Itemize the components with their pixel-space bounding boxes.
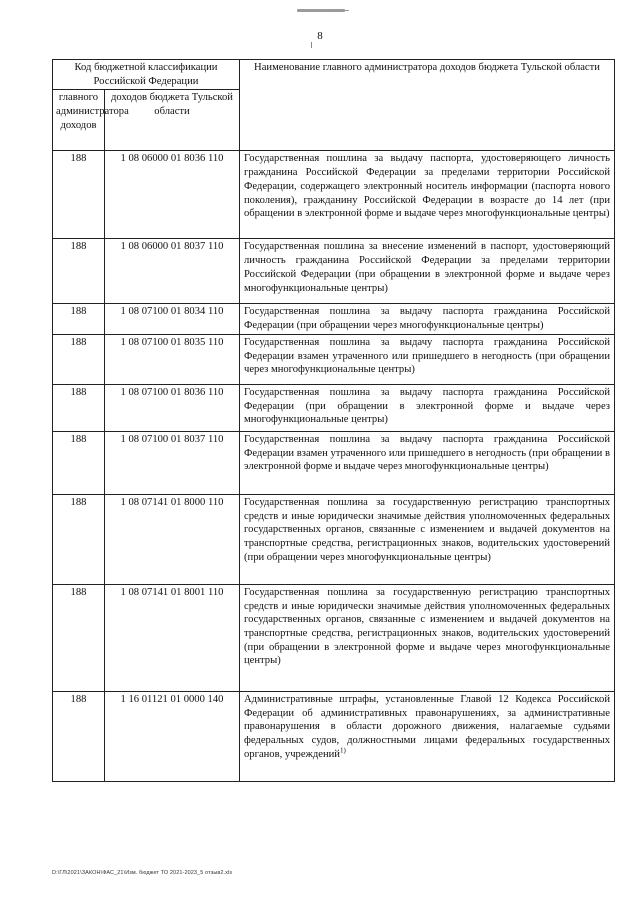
- revenue-code-cell: 1 08 06000 01 8036 110: [105, 151, 240, 239]
- revenue-name-text: Государственная пошлина за внесение изменений в паспорт, удостоверяющий личность гражданина Российской Федерации за пределами территории Российской Федерации (при обращении в электронной форме и выдаче через многофункциональные центры): [244, 241, 610, 294]
- revenue-name-cell: [240, 494, 615, 584]
- table-row: [53, 584, 615, 691]
- revenue-name-text: Государственная пошлина за выдачу паспорта гражданина Российской Федерации взамен утраченного или пришедшего в негодность (при обращении в электронной форме и выдаче через многофункциональные центры): [244, 433, 610, 473]
- revenue-name-cell: [240, 431, 615, 494]
- scan-tick: [311, 42, 312, 48]
- admin-code-cell: 188: [53, 151, 105, 239]
- page-number: 8: [317, 30, 323, 42]
- budget-code-table: [52, 59, 615, 782]
- admin-code-cell: 188: [53, 334, 105, 384]
- revenue-name-text: Государственная пошлина за выдачу паспорта гражданина Российской Федерации (при обращении через многофункциональные центры): [244, 306, 610, 332]
- table-row: [53, 384, 615, 431]
- admin-code-cell: 188: [53, 304, 105, 334]
- revenue-name-text: Государственная пошлина за государственную регистрацию транспортных средств и иные юридически значимые действия уполномоченных федеральных государственных органов, связанные с изменением и выдачей документов на транспортные средства, регистрационных знаков, водительских удостоверений (при обращении в электронной форме и выдаче через многофункциональные центры): [244, 586, 610, 667]
- revenue-code-cell: 1 08 07100 01 8037 110: [105, 431, 240, 494]
- admin-code-cell: 188: [53, 431, 105, 494]
- revenue-code-cell: 1 08 06000 01 8037 110: [105, 239, 240, 304]
- revenue-name-cell: [240, 334, 615, 384]
- revenue-code-cell: 1 08 07141 01 8001 110: [105, 584, 240, 691]
- table-row: [53, 239, 615, 304]
- revenue-code-cell: 1 16 01121 01 0000 140: [105, 691, 240, 781]
- admin-code-cell: 188: [53, 584, 105, 691]
- table-row: [53, 691, 615, 781]
- header-code-group: Код бюджетной классификации Российской Федерации: [53, 60, 240, 90]
- revenue-name-cell: [240, 691, 615, 781]
- file-path-footer: D:\ГЛ\2021\ЗАКОН\ФАС_21\Изм. бюджет ТО 2021-2023_5 отзыв2.xls: [52, 870, 233, 876]
- revenue-code-cell: 1 08 07100 01 8036 110: [105, 384, 240, 431]
- revenue-name-cell: [240, 239, 615, 304]
- revenue-code-cell: 1 08 07141 01 8000 110: [105, 494, 240, 584]
- table-row: [53, 494, 615, 584]
- admin-code-cell: 188: [53, 494, 105, 584]
- admin-code-cell: 188: [53, 691, 105, 781]
- revenue-code-cell: 1 08 07100 01 8035 110: [105, 334, 240, 384]
- revenue-name-cell: [240, 384, 615, 431]
- admin-code-cell: 188: [53, 384, 105, 431]
- footnote-marker: 1): [339, 746, 346, 755]
- admin-code-cell: 188: [53, 239, 105, 304]
- table-body: [53, 151, 615, 781]
- revenue-code-cell: 1 08 07100 01 8034 110: [105, 304, 240, 334]
- scan-artifact-2: [335, 10, 349, 11]
- revenue-name-text: Государственная пошлина за государственную регистрацию транспортных средств и иные юридически значимые действия уполномоченных федеральных государственных органов, связанные с изменением и выдачей документов на транспортные средства, регистрационных знаков, водительских удостоверений (при обращении через многофункциональные центры): [244, 496, 610, 563]
- header-name-column: Наименование главного администратора доходов бюджета Тульской области: [240, 60, 615, 151]
- table-row: [53, 151, 615, 239]
- table-row: [53, 304, 615, 334]
- revenue-name-text: Государственная пошлина за выдачу паспорта, удостоверяющего личность гражданина Российской Федерации за пределами территории Российской Федерации, содержащего электронный носитель информации (паспорта нового поколения), гражданину Российской Федерации в возрасте до 14 лет (при обращении в электронной форме и выдаче через многофункциональные центры): [244, 153, 610, 220]
- revenue-name-text: Административные штрафы, установленные Главой 12 Кодекса Российской Федерации об административных правонарушениях, за административные правонарушения в области дорожного движения, налагаемые судьями федеральных судов, должностными лицами федеральных государственных органов, учреждений: [244, 693, 610, 760]
- table-row: [53, 334, 615, 384]
- header-admin-column: главного администратора доходов: [53, 90, 105, 151]
- revenue-name-cell: [240, 584, 615, 691]
- revenue-name-text: Государственная пошлина за выдачу паспорта гражданина Российской Федерации (при обращении в электронной форме и выдаче через многофункциональные центры): [244, 386, 610, 426]
- revenue-name-text: Государственная пошлина за выдачу паспорта гражданина Российской Федерации взамен утраченного или пришедшего в негодность (при обращении через многофункциональные центры): [244, 336, 610, 376]
- revenue-name-cell: [240, 304, 615, 334]
- header-revenue-column: доходов бюджета Тульской области: [105, 90, 240, 151]
- table-row: [53, 431, 615, 494]
- revenue-name-cell: [240, 151, 615, 239]
